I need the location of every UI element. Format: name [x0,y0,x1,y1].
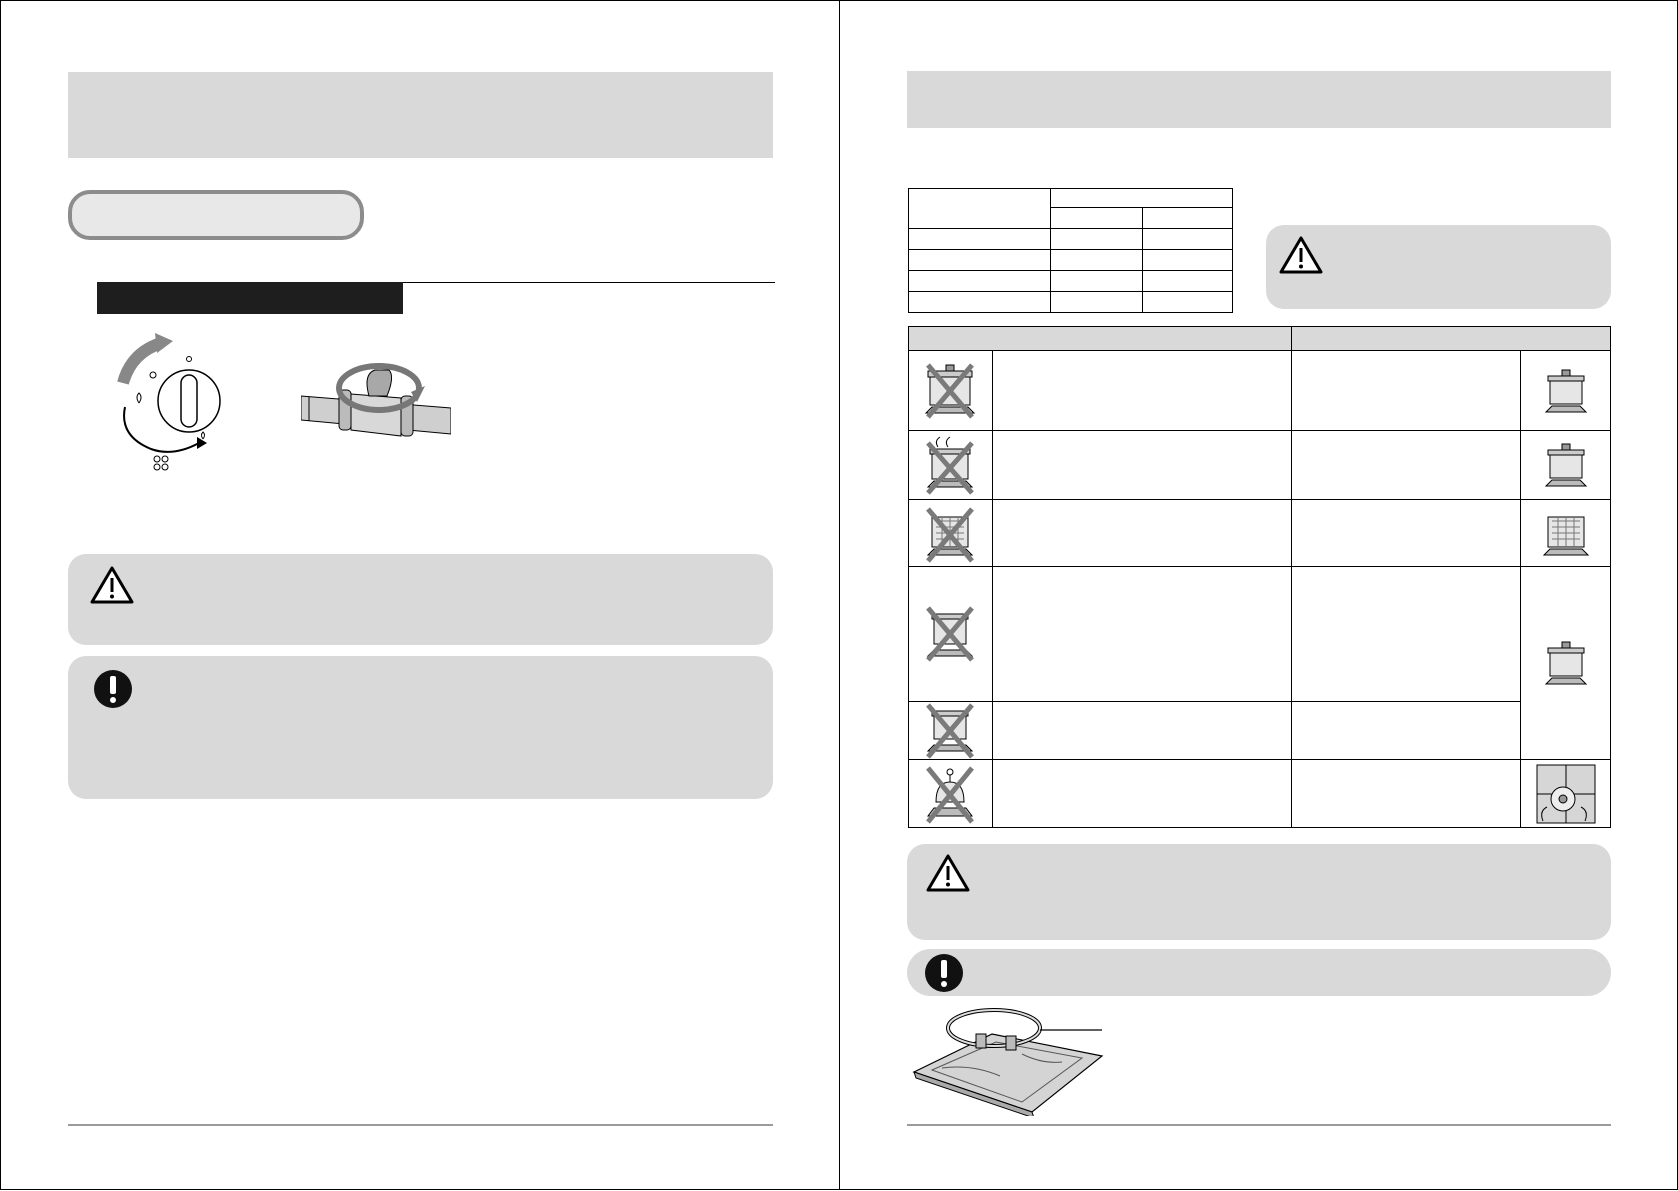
table-cell [1143,271,1233,292]
table-row [909,351,1611,431]
kettle-crossed-icon [922,764,978,824]
table-row [909,702,1611,760]
pan-support-illustration [912,1004,1112,1116]
table-cell [1051,292,1143,313]
pot-correct-icon [1538,438,1594,492]
mandatory-note-box [68,656,773,799]
table-row [909,760,1611,828]
table-cell [992,431,1291,500]
table-cell [909,292,1051,313]
warning-note-box [68,554,773,645]
table-cell [1291,702,1520,760]
table-cell [1291,500,1520,567]
table-row [909,250,1233,271]
table-cell [1051,189,1233,208]
table-cell [1051,271,1143,292]
usage-table [908,326,1611,828]
table-row [909,229,1233,250]
pot-correct-icon [1538,364,1594,418]
footer-rule [907,1124,1611,1126]
right-page [839,0,1678,1190]
table-cell [909,250,1051,271]
table-header-cell-wrong [909,327,1292,351]
warning-triangle-icon [1278,235,1324,275]
warning-triangle-icon [925,853,971,893]
table-header-cell-right [1291,327,1610,351]
table-cell [1143,250,1233,271]
table-row [909,567,1611,702]
page-header-bar [68,72,773,158]
table-cell [1291,351,1520,431]
table-cell [1051,229,1143,250]
burner-knob-illustration [111,331,241,481]
table-row [909,431,1611,500]
pot-with-grill-crossed-icon [922,503,978,563]
table-cell [1143,292,1233,313]
table-cell [909,760,993,828]
table-cell [1291,567,1520,702]
table-cell [1521,760,1611,828]
pot-boiling-over-crossed-icon [922,435,978,495]
table-cell [1291,431,1520,500]
table-cell [992,500,1291,567]
table-row [909,271,1233,292]
pot-too-big-crossed-icon [922,361,978,421]
exclamation-circle-icon [93,669,133,709]
table-cell [1521,351,1611,431]
table-row [909,292,1233,313]
table-cell [909,229,1051,250]
table-row [909,189,1233,208]
pot-correct-icon [1538,636,1594,690]
table-cell [909,431,993,500]
table-cell [1521,500,1611,567]
page-header-bar [907,71,1611,128]
table-cell [992,351,1291,431]
table-cell [909,500,993,567]
cleaning-tray-icon [1535,763,1597,825]
table-cell [1521,567,1611,760]
table-cell [909,567,993,702]
exclamation-circle-icon [924,953,964,993]
table-cell [992,567,1291,702]
table-cell [909,351,993,431]
warning-note-box [907,844,1611,940]
table-cell [909,702,993,760]
table-cell [1051,208,1143,229]
table-row [909,500,1611,567]
table-cell [909,271,1051,292]
gas-valve-illustration [301,356,451,451]
warning-triangle-icon [89,565,135,605]
pot-tilted-crossed-icon [922,604,978,664]
pot-with-grill-icon [1538,505,1594,561]
table-cell [1051,250,1143,271]
table-cell [1143,229,1233,250]
footer-rule [68,1124,773,1126]
subsection-heading-bar [97,282,403,314]
table-cell [1291,760,1520,828]
table-cell [992,760,1291,828]
table-cell [1143,208,1233,229]
table-cell [992,702,1291,760]
table-cell [909,189,1051,229]
table-cell [1521,431,1611,500]
section-heading-pill [68,190,364,240]
spec-table [908,188,1233,313]
table-header-row [909,327,1611,351]
pot-offcentre-crossed-icon [922,703,978,759]
mandatory-note-box [907,949,1611,996]
